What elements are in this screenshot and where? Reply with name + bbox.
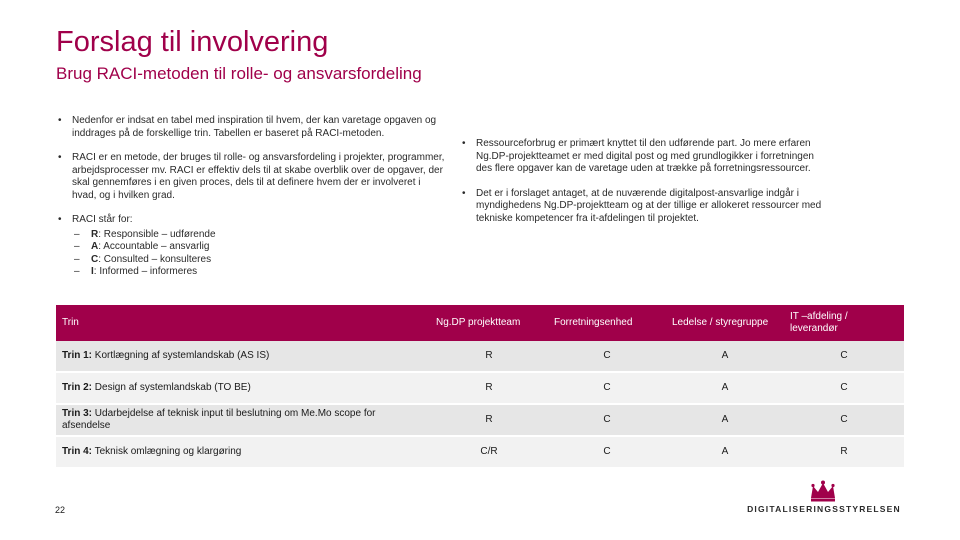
step-number: Trin 4:: [62, 446, 93, 457]
raci-meaning: : Accountable – ansvarlig: [98, 241, 210, 252]
raci-definition-item: [72, 266, 446, 279]
raci-cell: R: [430, 341, 548, 372]
step-number: Trin 2:: [62, 382, 93, 393]
raci-cell: C/R: [430, 436, 548, 468]
table-row: [56, 436, 904, 468]
bullet-text: Ressourceforbrug er primært knyttet til den udførende part. Jo mere erfaren Ng.DP-projektteamet er med digital post og med grundlogikker i forretningen des flere opgaver kan de varetage uden at trække på forretningsressourcer.: [476, 138, 814, 174]
slide-subtitle: Brug RACI-metoden til rolle- og ansvarsfordeling: [56, 64, 422, 83]
raci-definition-list: [72, 229, 446, 279]
raci-cell: A: [666, 341, 784, 372]
raci-letter: A: [91, 241, 99, 252]
right-bullet-list: [460, 138, 832, 237]
bullet-item: [56, 115, 446, 140]
logo-wordmark: DIGITALISERINGSSTYRELSEN: [747, 504, 901, 514]
left-bullet-list: [56, 115, 446, 291]
step-label: [56, 372, 430, 404]
raci-cell: A: [666, 436, 784, 468]
bullet-item: [460, 138, 832, 176]
step-description: Udarbejdelse af teknisk input til beslutning om Me.Mo scope for afsendelse: [62, 408, 376, 431]
bullet-text: Det er i forslaget antaget, at de nuværende digitalpost-ansvarlige indgår i myndighedens Ng.DP-projektteam og at der tillige er allokeret ressourcer med tekniske kompetencer fra it-afdelingen til projektet.: [476, 187, 822, 224]
raci-meaning: : Informed – informeres: [93, 266, 198, 277]
raci-meaning: : Consulted – konsulteres: [98, 253, 212, 265]
raci-cell: C: [548, 404, 666, 436]
raci-cell: C: [784, 404, 904, 436]
raci-cell: R: [430, 404, 548, 436]
raci-letter: I: [91, 266, 94, 277]
digitaliseringsstyrelsen-logo: [740, 480, 910, 516]
raci-cell: C: [784, 341, 904, 372]
header-ledelse: Ledelse / styregruppe: [666, 305, 784, 341]
raci-letter: R: [91, 228, 99, 240]
raci-letter: C: [91, 253, 99, 265]
raci-table: [56, 305, 904, 469]
raci-cell: C: [548, 436, 666, 468]
table-row: [56, 372, 904, 404]
page-number: 22: [55, 505, 66, 515]
raci-cell: C: [548, 341, 666, 372]
raci-cell: C: [784, 372, 904, 404]
raci-cell: C: [548, 372, 666, 404]
step-description: Design af systemlandskab (TO BE): [92, 382, 251, 393]
bullet-text: RACI står for:: [72, 214, 133, 225]
header-forretningsenhed: Forretningsenhed: [548, 305, 666, 341]
bullet-item: [460, 188, 832, 226]
table-row: [56, 404, 904, 436]
step-description: Teknisk omlægning og klargøring: [92, 446, 242, 457]
step-description: Kortlægning af systemlandskab (AS IS): [92, 350, 270, 361]
raci-definition-item: [72, 254, 446, 267]
raci-cell: A: [666, 404, 784, 436]
step-number: Trin 3:: [62, 408, 93, 419]
raci-cell: R: [784, 436, 904, 468]
step-number: Trin 1:: [62, 350, 93, 361]
table-header-row: [56, 305, 904, 341]
raci-definition-item: [72, 229, 446, 242]
header-trin: Trin: [56, 305, 430, 341]
bullet-text: Nedenfor er indsat en tabel med inspiration til hvem, der kan varetage opgaven og inddrages på de forskellige trin. Tabellen er baseret på RACI-metoden.: [72, 115, 437, 139]
bullet-item: [56, 214, 446, 279]
slide-title: Forslag til involvering: [56, 26, 329, 58]
table-row: [56, 341, 904, 372]
step-label: [56, 404, 430, 436]
header-it-afdeling: IT –afdeling / leverandør: [784, 305, 904, 341]
bullet-item: [56, 152, 446, 202]
raci-cell: R: [430, 372, 548, 404]
raci-cell: A: [666, 372, 784, 404]
raci-meaning: : Responsible – udførende: [98, 228, 216, 240]
crown-icon: [808, 480, 838, 502]
step-label: [56, 436, 430, 468]
bullet-text: RACI er en metode, der bruges til rolle- og ansvarsfordeling i projekter, programmer, arbejdsprocesser mv. RACI er effektiv dels til at skabe overblik over de opgaver, der skal gennemføres i en given proces, dels til at definere hvem der er involveret i hvad, og i hvilken grad.: [72, 152, 445, 201]
raci-definition-item: [72, 241, 446, 254]
step-label: [56, 341, 430, 372]
header-ngdp-team: Ng.DP projektteam: [430, 305, 548, 341]
